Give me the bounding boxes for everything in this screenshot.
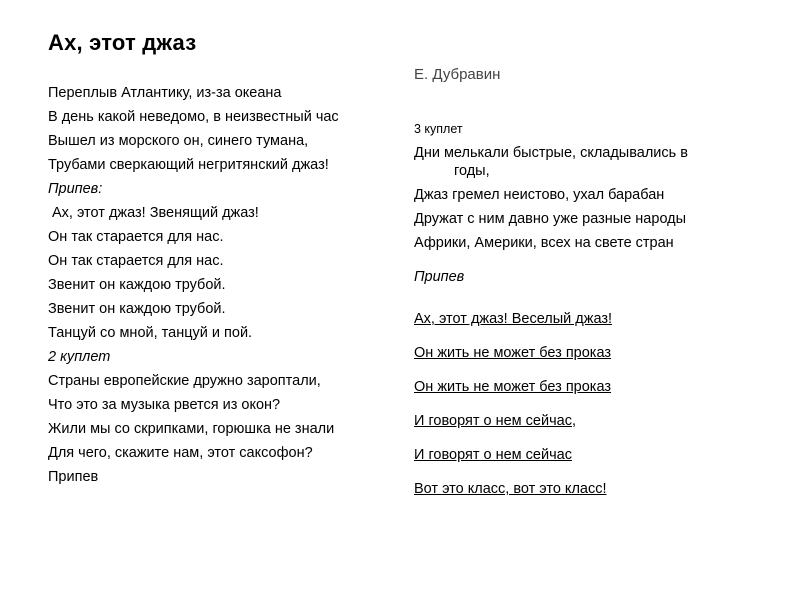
chorus-line-4: Звенит он каждою трубой.	[48, 277, 226, 293]
chorus-line-1: Ах, этот джаз! Звенящий джаз!	[52, 205, 259, 221]
page-title: Ах, этот джаз	[48, 30, 197, 55]
right-chorus-label: Припев	[414, 269, 465, 285]
right-chorus-line-2: Он жить не может без проказ	[414, 345, 612, 361]
right-chorus-line-3: Он жить не может без проказ	[414, 379, 612, 395]
verse3-line-2: Джаз гремел неистово, ухал барабан	[414, 187, 665, 203]
chorus-line-6: Танцуй со мной, танцуй и пой.	[48, 325, 253, 341]
verse2-line-4: Для чего, скажите нам, этот саксофон?	[48, 445, 313, 461]
chorus-line-2: Он так старается для нас.	[48, 229, 224, 245]
verse2-line-3: Жили мы со скрипками, горюшка не знали	[48, 421, 335, 437]
left-column	[48, 84, 398, 492]
verse1-line-4: Трубами сверкающий негритянский джаз!	[48, 157, 329, 173]
chorus-line-3: Он так старается для нас.	[48, 253, 224, 269]
verse3-line-1: Дни мелькали быстрые, складывались в годы,	[414, 145, 688, 179]
end-chorus-label: Припев	[48, 469, 99, 485]
verse2-line-1: Страны европейские дружно зароптали,	[48, 373, 321, 389]
right-column	[414, 120, 784, 514]
author-name: Е. Дубравин	[414, 66, 501, 83]
verse1-line-3: Вышел из морского он, синего тумана,	[48, 133, 309, 149]
right-chorus-line-4: И говорят о нем сейчас,	[414, 413, 576, 429]
verse2-label: 2 куплет	[48, 349, 111, 365]
right-chorus-line-1: Ах, этот джаз! Веселый джаз!	[414, 311, 613, 327]
right-chorus-line-5: И говорят о нем сейчас	[414, 447, 572, 463]
verse1-line-2: В день какой неведомо, в неизвестный час	[48, 109, 339, 125]
verse3-label: 3 куплет	[414, 122, 463, 136]
right-chorus	[414, 310, 784, 498]
verse1-line-1: Переплыв Атлантику, из-за океана	[48, 85, 282, 101]
chorus-label: Припев:	[48, 181, 103, 197]
right-chorus-line-6: Вот это класс, вот это класс!	[414, 481, 607, 497]
verse3-line-4: Африки, Америки, всех на свете стран	[414, 235, 674, 251]
verse3-line-3: Дружат с ним давно уже разные народы	[414, 211, 687, 227]
chorus-line-5: Звенит он каждою трубой.	[48, 301, 226, 317]
verse2-line-2: Что это за музыка рвется из окон?	[48, 397, 281, 413]
